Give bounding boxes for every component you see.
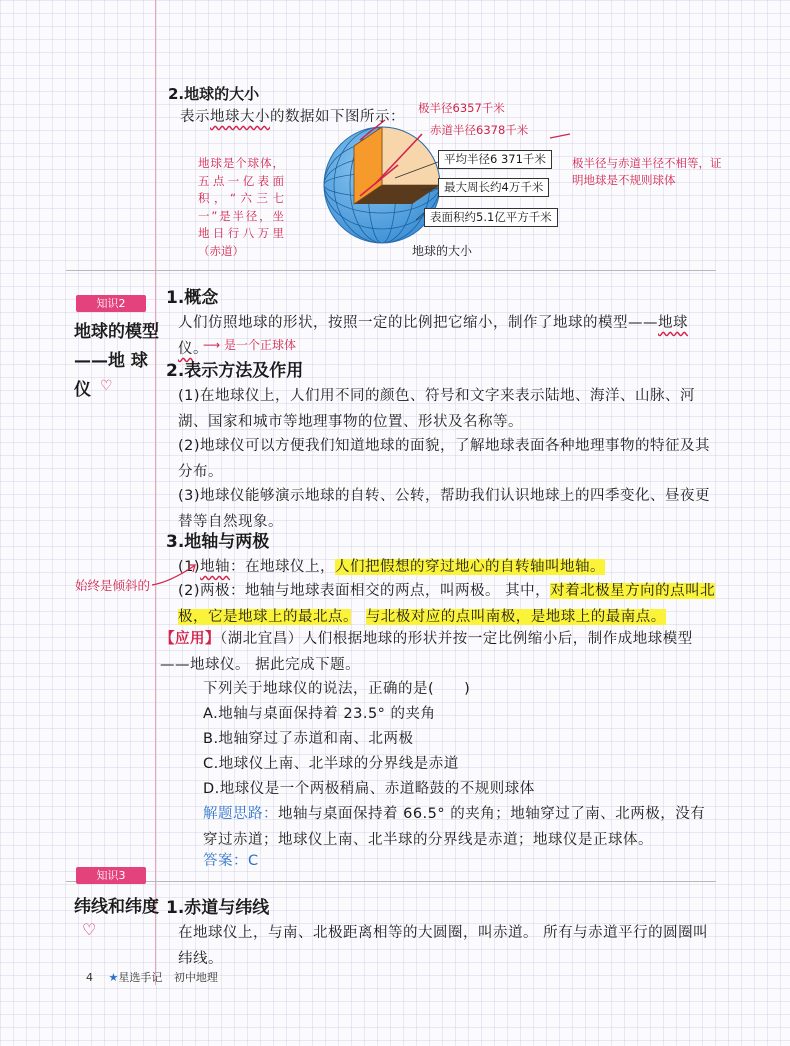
page-number: 4 xyxy=(86,971,93,984)
knowledge2-title: 地球的模型 ——地 球 仪 xyxy=(74,322,159,400)
label-max-circumference: 最大周长约4万千米 xyxy=(438,178,549,197)
k2-s3-heading: 3.地轴与两极 xyxy=(166,532,270,552)
axis-side-note: 始终是倾斜的 xyxy=(75,578,151,593)
divider-1 xyxy=(66,270,716,271)
k2-s3-p1: (1)地轴：在地球仪上，人们把假想的穿过地心的自转轴叫地轴。 xyxy=(178,559,606,575)
label-surface-area: 表面积约5.1亿平方千米 xyxy=(424,208,558,227)
k2-s1-text: 人们仿照地球的形状，按照一定的比例把它缩小，制作了地球的模型——地球 仪。 xyxy=(178,315,688,357)
divider-2 xyxy=(66,881,716,882)
subject-name: 初中地理 xyxy=(173,971,218,984)
figure-caption: 地球的大小 xyxy=(412,244,473,258)
size-right-note: 极半径与赤道半径不相等，证明地球是不规则球体 xyxy=(572,156,722,187)
answer: 答案：C xyxy=(203,853,259,869)
option-d: D.地球仪是一个两极稍扁、赤道略鼓的不规则球体 xyxy=(203,781,535,797)
size-intro-emphasis: 地球大小 xyxy=(210,109,270,125)
k3-s1-text: 在地球仪上，与南、北极距离相等的大圆圈，叫赤道。 所有与赤道平行的圆圈叫纬线。 xyxy=(178,925,709,967)
series-name: 星选手记 xyxy=(118,971,163,984)
heart-icon-2: ♡ xyxy=(82,920,97,939)
label-polar-radius: 极半径6357千米 xyxy=(418,101,505,115)
heart-icon: ♡ xyxy=(100,378,113,394)
page-footer xyxy=(86,969,218,985)
k2-s1-heading: 1.概念 xyxy=(166,288,219,308)
k3-s1-heading: 1.赤道与纬线 xyxy=(166,898,270,918)
option-a: A.地轴与桌面保持着 23.5° 的夹角 xyxy=(203,706,436,722)
apply-question: 【应用】（湖北宜昌）人们根据地球的形状并按一定比例缩小后，制作成地球模型——地球仪。 据此完成下题。 xyxy=(160,631,693,673)
knowledge3-title: 纬线和纬度 xyxy=(74,897,159,917)
label-equator-radius: 赤道半径6378千米 xyxy=(430,123,529,137)
option-b: B.地轴穿过了赤道和南、北两极 xyxy=(203,731,414,747)
size-intro: 表示地球大小的数据如下图所示： xyxy=(180,109,405,125)
k2-s2-p2: (2)地球仪可以方便我们知道地球的面貌，了解地球表面各种地理事物的特征及其分布。 xyxy=(178,438,711,480)
k2-s2-p3: (3)地球仪能够演示地球的自转、公转，帮助我们认识地球上的四季变化、昼夜更替等自然现象。 xyxy=(178,488,711,530)
apply-stem: 下列关于地球仪的说法，正确的是( ) xyxy=(203,681,471,697)
star-icon: ★ xyxy=(108,971,119,984)
k2-s2-heading: 2.表示方法及作用 xyxy=(166,361,304,381)
k2-s2-p1: (1)在地球仪上，人们用不同的颜色、符号和文字来表示陆地、海洋、山脉、河湖、国家和城市等地理事物的位置、形状及名称等。 xyxy=(178,388,696,430)
option-c: C.地球仪上南、北半球的分界线是赤道 xyxy=(203,756,459,772)
margin-line xyxy=(155,0,156,985)
size-heading: 2.地球的大小 xyxy=(168,85,260,103)
label-mean-radius: 平均半径6 371千米 xyxy=(438,150,552,169)
analysis: 解题思路：地轴与桌面保持着 66.5° 的夹角；地轴穿过了南、北两极，没有穿过赤道；地球仪上南、北半球的分界线是赤道；地球仪是正球体。 xyxy=(203,806,706,848)
k2-s3-p2: (2)两极：地轴与地球表面相交的两点，叫两极。 其中，对着北极星方向的点叫北极，它是地球上的最北点。 与北极对应的点叫南极，是地球上的最南点。 xyxy=(178,583,716,625)
knowledge2-tag: 知识2 xyxy=(76,295,146,312)
axis-definition-highlight: 人们把假想的穿过地心的自转轴叫地轴。 xyxy=(335,559,606,575)
knowledge3-tag: 知识3 xyxy=(76,867,146,884)
k2-s1-note: ⟶ 是一个正球体 xyxy=(203,338,297,352)
apply-tag: 【应用】 xyxy=(160,631,220,647)
size-left-note: 地球是个球体，五点一亿表面积，“六三七一”是半径，坐地日行八万里（赤道） xyxy=(198,156,284,258)
